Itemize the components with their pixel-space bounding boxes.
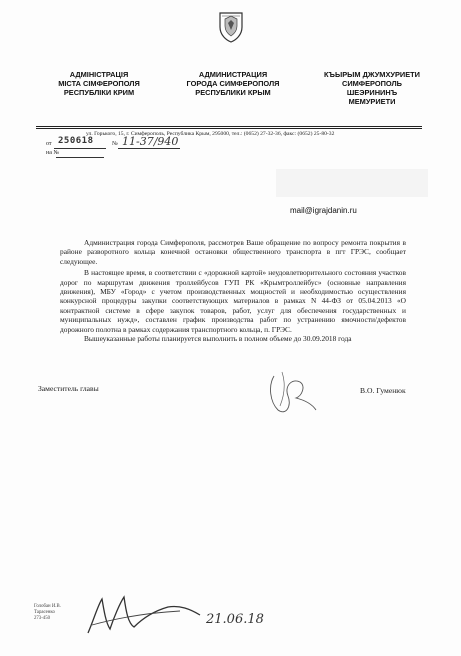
signatory-name: В.О. Гуменюк xyxy=(360,386,406,395)
header-ct-line-4: МЕМУРИЕТИ xyxy=(348,97,396,106)
date-underline xyxy=(54,148,106,149)
coat-of-arms-icon xyxy=(218,11,244,43)
header-ukrainian xyxy=(38,70,160,97)
executor-line-1: Голобан И.В. xyxy=(34,604,61,609)
header-ua-line-2: МІСТА СІМФЕРОПОЛЯ xyxy=(58,79,140,88)
handwritten-initials xyxy=(84,589,204,639)
header-ct-line-1: КЪЫРЫМ ДЖУМХУРИЕТИ xyxy=(324,70,420,79)
executor-line-3: 273-450 xyxy=(34,616,50,621)
header-ua-line-3: РЕСПУБЛІКИ КРИМ xyxy=(63,88,135,97)
header-divider-second xyxy=(36,128,422,129)
reference-underline xyxy=(56,157,104,158)
number-underline xyxy=(118,148,180,149)
header-crimean-tatar xyxy=(308,70,436,106)
registration-from-label: от xyxy=(46,141,52,147)
address-line: ул. Горького, 15, г. Симферополь, Республика Крым, 295000, тел.: (0652) 27-32-36, факс: (0652) 25-80-32 xyxy=(86,131,335,137)
header-ru-line-2: ГОРОДА СИМФЕРОПОЛЯ xyxy=(186,79,280,88)
recipient-email: mail@igrajdanin.ru xyxy=(290,206,357,215)
body-paragraph-1: Администрация города Симферополя, рассмотрев Ваше обращение по вопросу ремонта покрытия в районе разворотного кольца конечной остановки общественного транспорта в пгт ГРЭС, сообщает следующее. xyxy=(60,238,406,266)
signatory-title: Заместитель главы xyxy=(38,384,99,393)
header-ru-line-3: РЕСПУБЛИКИ КРЫМ xyxy=(195,88,271,97)
letter-body xyxy=(60,238,406,343)
executor-line-2: Тарасенко xyxy=(34,610,55,615)
redacted-recipient xyxy=(276,169,428,197)
registration-date: 250618 xyxy=(58,136,94,146)
header-ru-line-1: АДМИНИСТРАЦИЯ xyxy=(198,70,268,79)
header-ct-line-2: СИМФЕРОПОЛЬ xyxy=(342,79,402,88)
handwritten-date: 21.06.18 xyxy=(206,612,264,627)
header-divider xyxy=(36,126,422,127)
executor-info xyxy=(34,604,61,622)
body-paragraph-2: В настоящее время, в соответствии с «дорожной картой» неудовлетворительного состояния участков дорог по маршрутам движения троллейбусов ГУП РК «Крымтроллейбус» (основные направления движения), МБУ «Город» с учетом производственных мощностей и необходимостью осуществления конкурсной процедуры закупки соответствующих материалов в рамках N 44-ФЗ от 05.04.2013 «О контрактной системе в сфере закупок товаров, работ, услуг для обеспечения государственных и муниципальных нужд», составлен график производства работ по устранению ямочности/дефектов дорожного полотна в рамках содержания транспортного кольца, п. ГРЭС. xyxy=(60,268,406,334)
registration-on-label: на № xyxy=(46,150,60,156)
header-ct-line-3: ШЕЭРИНИНЪ xyxy=(346,88,398,97)
handwritten-signature xyxy=(262,366,320,422)
registration-number: 11-37/940 xyxy=(122,135,179,148)
header-russian xyxy=(168,70,298,97)
registration-number-label: № xyxy=(112,141,118,147)
header-ua-line-1: АДМІНІСТРАЦІЯ xyxy=(69,70,129,79)
body-paragraph-3: Вышеуказанные работы планируется выполнить в полном объеме до 30.09.2018 года xyxy=(84,334,352,344)
